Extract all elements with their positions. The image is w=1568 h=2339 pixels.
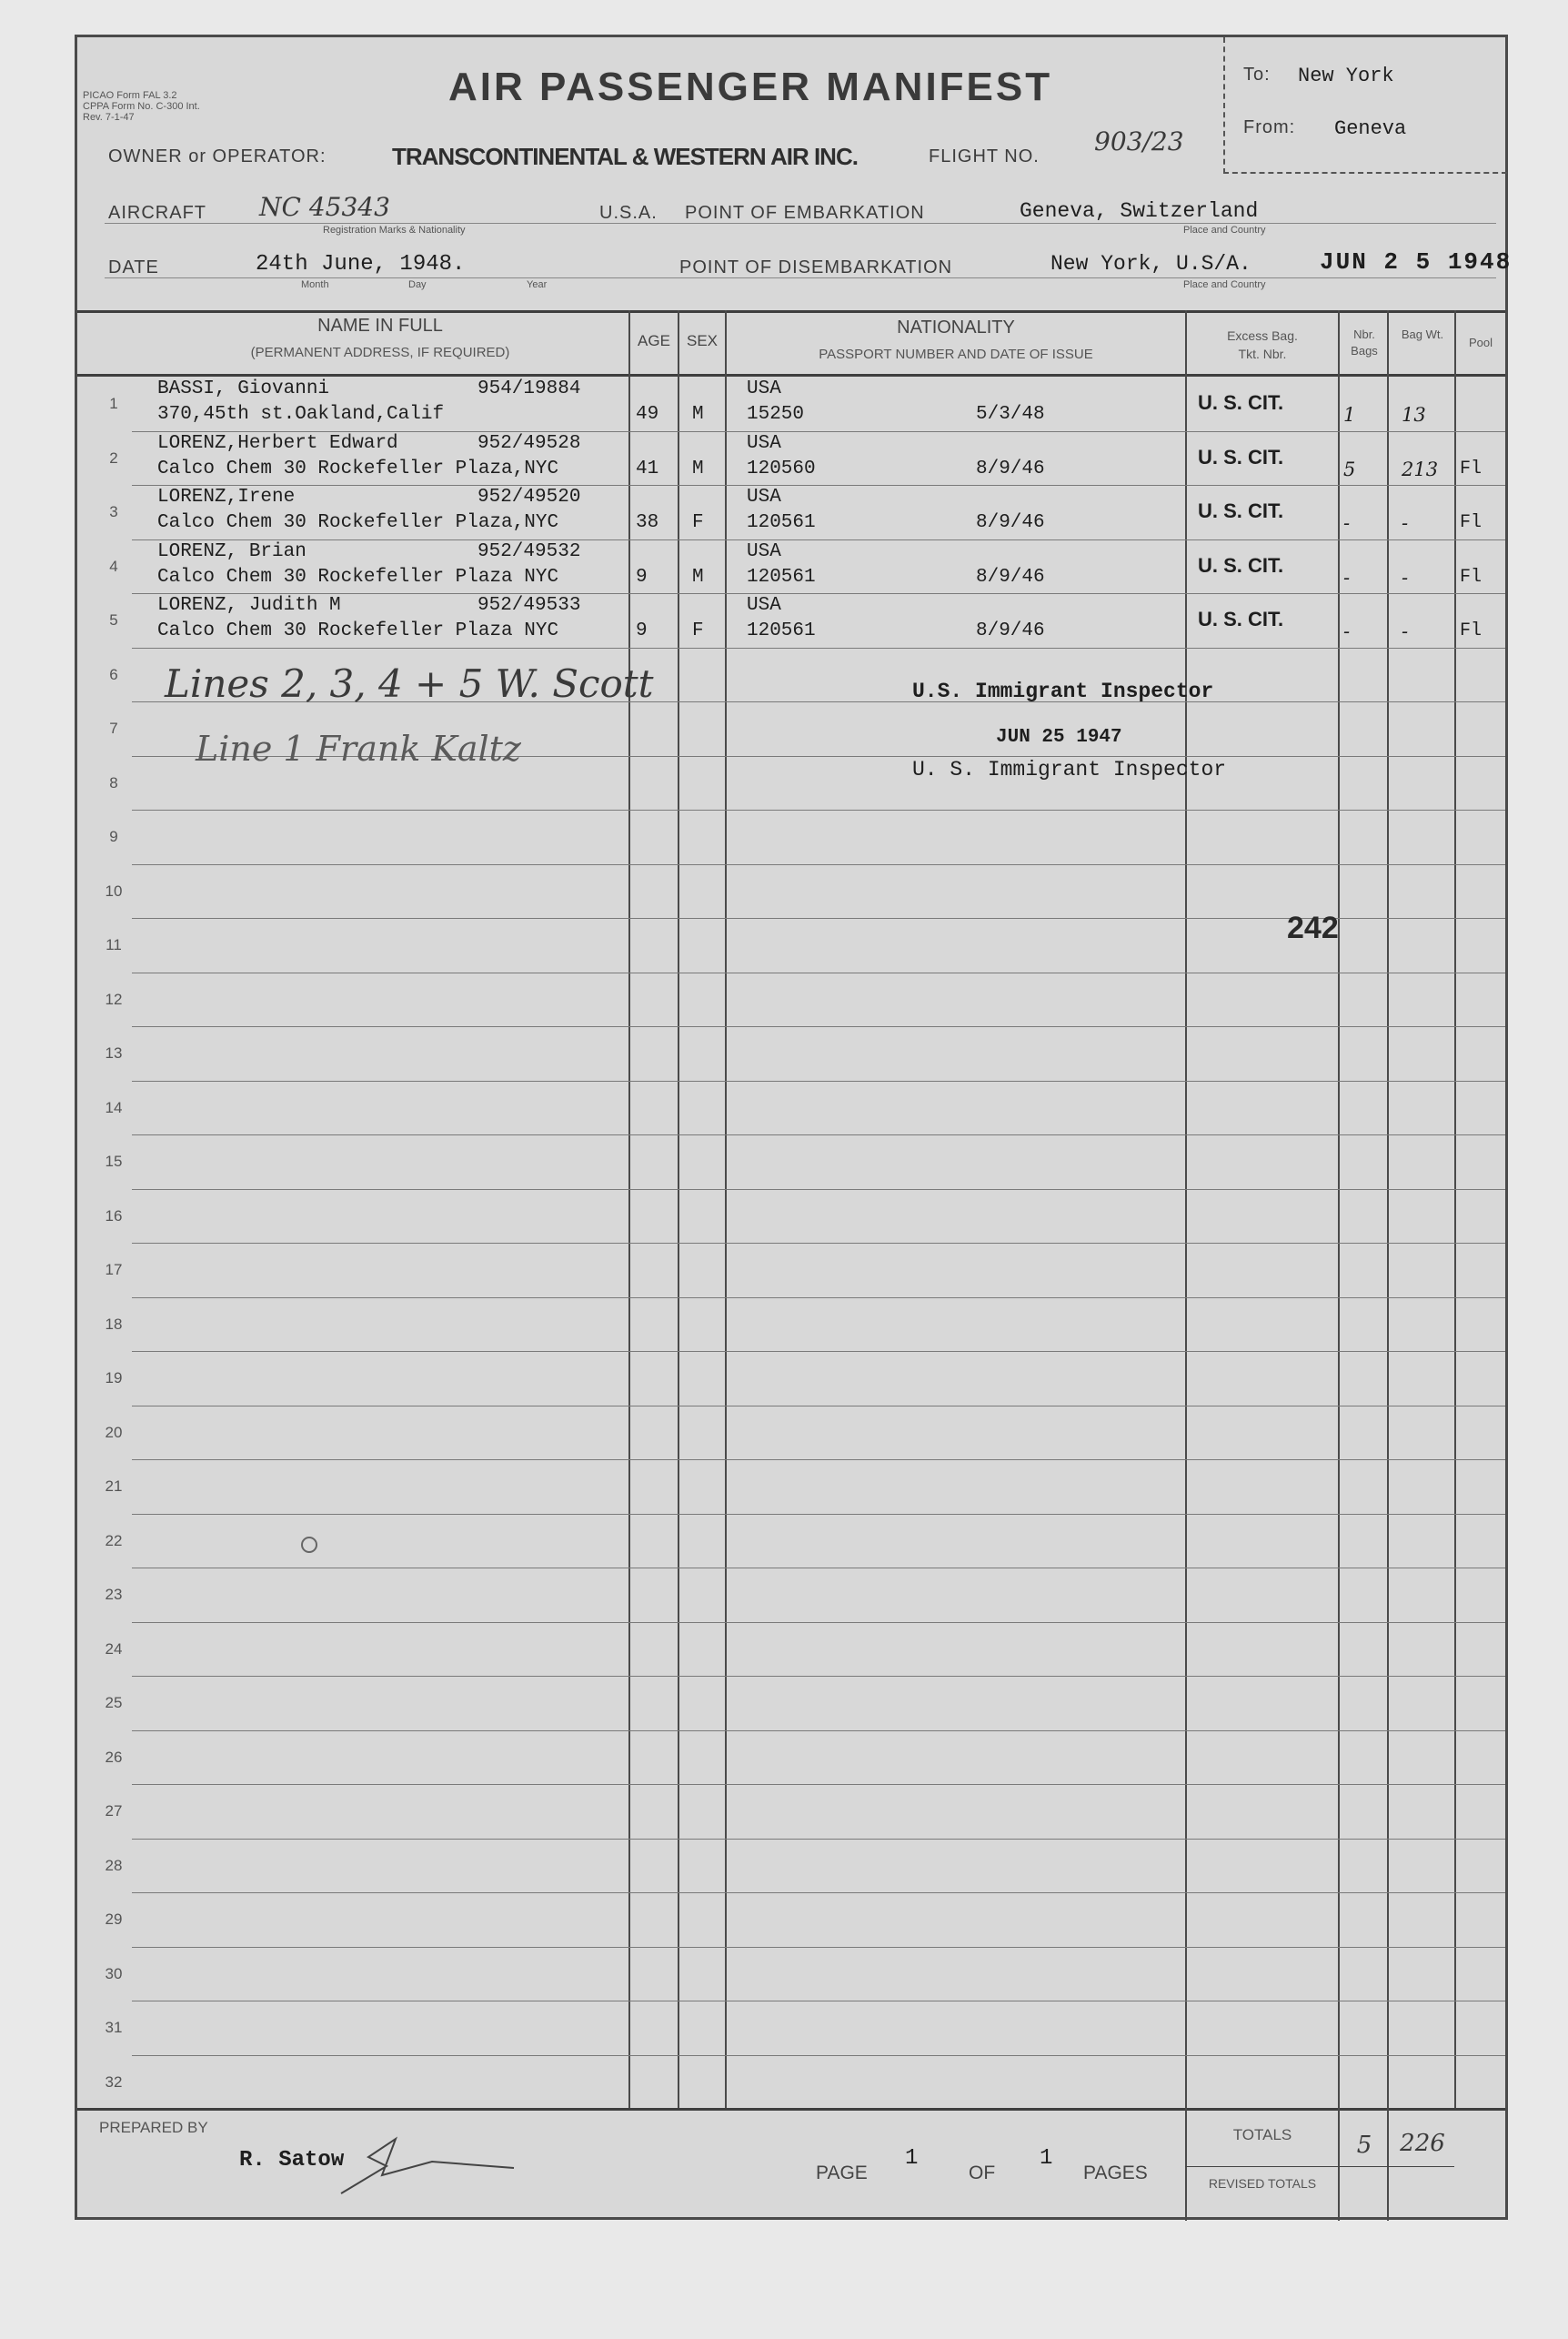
passenger-bags: 1 bbox=[1343, 404, 1356, 426]
revised-totals-label: REVISED TOTALS bbox=[1208, 2176, 1317, 2191]
header-tkt-nbr: Tkt. Nbr. bbox=[1238, 347, 1287, 361]
row-divider bbox=[132, 1730, 1505, 1731]
row-divider bbox=[132, 1947, 1505, 1948]
embark-value: Geneva, Switzerland bbox=[1020, 199, 1259, 223]
header-excess-bag: Excess Bag. bbox=[1227, 328, 1298, 343]
passenger-sex: M bbox=[692, 458, 704, 479]
row-divider bbox=[132, 1081, 1505, 1082]
registration-caption: Registration Marks & Nationality bbox=[323, 225, 466, 236]
passenger-tkt: U. S. CIT. bbox=[1198, 391, 1284, 414]
passenger-age: 38 bbox=[636, 512, 659, 533]
passenger-code: 954/19884 bbox=[477, 378, 581, 399]
totals-label: TOTALS bbox=[1232, 2126, 1292, 2143]
passenger-code: 952/49533 bbox=[477, 595, 581, 616]
row-number: 17 bbox=[105, 1261, 123, 1278]
owner-label: OWNER or OPERATOR: bbox=[108, 146, 327, 166]
page-label: PAGE bbox=[816, 2163, 868, 2183]
inspector-handwriting-row7: Line 1 Frank Kaltz bbox=[196, 729, 521, 769]
owner-value: TRANSCONTINENTAL & WESTERN AIR INC. bbox=[392, 143, 858, 170]
form-code-line: Rev. 7-1-47 bbox=[83, 112, 135, 123]
to-label: To: bbox=[1243, 65, 1271, 85]
place-country-caption: Place and Country bbox=[1183, 225, 1266, 236]
row-number: 20 bbox=[105, 1423, 123, 1441]
passenger-wt: 13 bbox=[1402, 404, 1426, 426]
row-number: 7 bbox=[109, 720, 118, 737]
passenger-address: Calco Chem 30 Rockefeller Plaza,NYC bbox=[157, 458, 559, 479]
row-number: 14 bbox=[105, 1098, 123, 1116]
totals-divider bbox=[1185, 2166, 1454, 2167]
row-number: 32 bbox=[105, 2072, 123, 2091]
aircraft-value: NC 45343 bbox=[259, 192, 390, 222]
row-number: 11 bbox=[106, 936, 122, 953]
row-divider bbox=[132, 1134, 1505, 1135]
row-number: 2 bbox=[109, 449, 118, 467]
to-value: New York bbox=[1298, 65, 1394, 87]
date-label: DATE bbox=[108, 257, 159, 277]
passenger-tkt: U. S. CIT. bbox=[1198, 608, 1284, 630]
total-weight: 226 bbox=[1400, 2130, 1445, 2157]
signature-scrawl bbox=[332, 2121, 532, 2203]
row-divider bbox=[132, 1243, 1505, 1244]
row-number: 16 bbox=[105, 1206, 123, 1225]
row-number: 29 bbox=[105, 1911, 123, 1928]
row-divider bbox=[132, 1622, 1505, 1623]
inspector-label-row6: U.S. Immigrant Inspector bbox=[912, 680, 1214, 703]
col-divider bbox=[1185, 310, 1187, 2221]
passenger-nationality: USA bbox=[747, 540, 781, 562]
passenger-address: Calco Chem 30 Rockefeller Plaza,NYC bbox=[157, 512, 559, 533]
passenger-tkt: U. S. CIT. bbox=[1198, 553, 1284, 577]
row-divider bbox=[132, 1892, 1505, 1893]
date-caption-year: Year bbox=[527, 279, 548, 290]
row-number: 9 bbox=[109, 828, 118, 845]
passenger-issued: 5/3/48 bbox=[976, 404, 1045, 425]
row-divider bbox=[132, 1189, 1505, 1190]
passenger-name: LORENZ,Irene bbox=[157, 487, 296, 508]
row-number: 27 bbox=[105, 1802, 123, 1820]
passenger-code: 952/49532 bbox=[477, 540, 581, 562]
nationality-value: U.S.A. bbox=[599, 203, 658, 223]
passenger-age: 49 bbox=[636, 404, 659, 425]
passenger-code: 952/49520 bbox=[477, 487, 581, 508]
passenger-pool: Fl bbox=[1460, 620, 1483, 641]
of-value: 1 bbox=[1040, 2146, 1053, 2171]
row-number: 10 bbox=[105, 882, 123, 900]
passenger-name: LORENZ,Herbert Edward bbox=[157, 432, 398, 454]
inspector-label-row7: U. S. Immigrant Inspector bbox=[912, 758, 1227, 781]
row-divider bbox=[132, 2055, 1505, 2056]
row-divider bbox=[132, 1026, 1505, 1027]
date-caption-month: Month bbox=[301, 279, 329, 290]
of-label: OF bbox=[969, 2163, 996, 2183]
row-divider bbox=[132, 593, 1505, 594]
header-name-sub: (PERMANENT ADDRESS, IF REQUIRED) bbox=[250, 345, 510, 360]
passenger-passport: 120561 bbox=[747, 566, 816, 588]
passenger-tkt: U. S. CIT. bbox=[1198, 445, 1284, 469]
row-divider bbox=[132, 1459, 1505, 1460]
passenger-name: BASSI, Giovanni bbox=[157, 378, 330, 399]
row-number: 5 bbox=[109, 611, 118, 629]
header-nationality-sub: PASSPORT NUMBER AND DATE OF ISSUE bbox=[819, 347, 1093, 362]
place-country-caption: Place and Country bbox=[1183, 279, 1266, 290]
passenger-nationality: USA bbox=[747, 595, 781, 616]
prepared-value: R. Satow bbox=[239, 2148, 345, 2173]
passenger-pool: Fl bbox=[1460, 566, 1483, 588]
passenger-passport: 120561 bbox=[747, 620, 816, 641]
aircraft-label: AIRCRAFT bbox=[108, 203, 206, 223]
passenger-wt: - bbox=[1402, 512, 1409, 534]
passenger-name: LORENZ, Judith M bbox=[157, 595, 341, 616]
disembark-value: New York, U.S/A. bbox=[1050, 252, 1251, 276]
row-number: 13 bbox=[105, 1044, 123, 1062]
passenger-wt: - bbox=[1402, 620, 1409, 642]
header-name: NAME IN FULL bbox=[317, 316, 443, 336]
row-number: 8 bbox=[109, 773, 118, 791]
page-value: 1 bbox=[905, 2146, 919, 2171]
row-number: 15 bbox=[105, 1153, 123, 1170]
passenger-nationality: USA bbox=[747, 432, 781, 454]
passenger-bags: 5 bbox=[1343, 458, 1356, 480]
passenger-passport: 15250 bbox=[747, 404, 805, 425]
page-note-number: 242 bbox=[1287, 911, 1339, 945]
passenger-sex: F bbox=[692, 620, 704, 641]
passenger-bags: - bbox=[1343, 512, 1351, 534]
passenger-sex: M bbox=[692, 404, 704, 425]
row-number: 21 bbox=[105, 1477, 123, 1495]
header-sex: SEX bbox=[686, 332, 719, 349]
row-divider bbox=[132, 864, 1505, 865]
row-divider bbox=[132, 1784, 1505, 1785]
flight-value: 903/23 bbox=[1094, 126, 1184, 156]
form-code-line: CPPA Form No. C-300 Int. bbox=[83, 101, 200, 112]
to-from-box bbox=[1223, 37, 1507, 174]
passenger-passport: 120561 bbox=[747, 512, 816, 533]
form-code-line: PICAO Form FAL 3.2 bbox=[83, 90, 177, 101]
row-divider bbox=[132, 648, 1505, 649]
passenger-name: LORENZ, Brian bbox=[157, 540, 307, 562]
row-divider bbox=[132, 1676, 1505, 1677]
embark-label: POINT OF EMBARKATION bbox=[685, 203, 925, 223]
row-divider bbox=[132, 539, 1505, 540]
header-nbr-bags: Nbr. Bags bbox=[1351, 328, 1378, 358]
row-divider bbox=[132, 1839, 1505, 1840]
passenger-age: 41 bbox=[636, 458, 659, 479]
inspector-stamp-row7: JUN 25 1947 bbox=[996, 727, 1122, 748]
form-code bbox=[83, 90, 200, 123]
row-divider bbox=[132, 1514, 1505, 1515]
pages-label: PAGES bbox=[1083, 2163, 1148, 2183]
passenger-issued: 8/9/46 bbox=[976, 566, 1045, 588]
row-number: 26 bbox=[105, 1748, 123, 1766]
passenger-wt: - bbox=[1402, 566, 1409, 589]
inspector-handwriting-row6: Lines 2, 3, 4 + 5 W. Scott bbox=[165, 661, 654, 706]
row-number: 1 bbox=[109, 395, 118, 412]
passenger-issued: 8/9/46 bbox=[976, 620, 1045, 641]
passenger-pool: Fl bbox=[1460, 458, 1483, 479]
passenger-wt: 213 bbox=[1402, 458, 1439, 480]
date-stamp: JUN 2 5 1948 bbox=[1320, 248, 1513, 276]
total-bags: 5 bbox=[1356, 2132, 1372, 2159]
row-number: 6 bbox=[109, 665, 118, 683]
flight-label: FLIGHT NO. bbox=[929, 146, 1040, 166]
row-divider bbox=[132, 485, 1505, 486]
table-bottom-border bbox=[77, 2108, 1505, 2111]
row-number: 23 bbox=[105, 1586, 123, 1603]
passenger-age: 9 bbox=[636, 620, 648, 641]
passenger-passport: 120560 bbox=[747, 458, 816, 479]
header-nationality: NATIONALITY bbox=[897, 318, 1015, 338]
passenger-sex: M bbox=[692, 566, 704, 588]
manifest-sheet bbox=[75, 35, 1513, 2220]
row-number: 4 bbox=[109, 557, 118, 575]
punch-mark bbox=[301, 1537, 317, 1553]
header-age: AGE bbox=[638, 332, 670, 349]
table-header-border bbox=[77, 374, 1505, 377]
header-bag-wt: Bag Wt. bbox=[1401, 328, 1444, 341]
row-number: 18 bbox=[105, 1315, 123, 1333]
row-number: 24 bbox=[105, 1639, 123, 1658]
passenger-address: Calco Chem 30 Rockefeller Plaza NYC bbox=[157, 620, 559, 641]
passenger-nationality: USA bbox=[747, 378, 781, 399]
col-divider bbox=[1387, 310, 1389, 2221]
row-divider bbox=[132, 1351, 1505, 1352]
row-number: 19 bbox=[105, 1369, 123, 1386]
disembark-label: POINT OF DISEMBARKATION bbox=[679, 257, 953, 277]
passenger-tkt: U. S. CIT. bbox=[1198, 499, 1284, 522]
passenger-bags: - bbox=[1343, 620, 1351, 642]
row-number: 12 bbox=[105, 990, 123, 1008]
passenger-code: 952/49528 bbox=[477, 432, 581, 454]
col-divider bbox=[1338, 310, 1340, 2221]
page-title: AIR PASSENGER MANIFEST bbox=[448, 65, 1053, 109]
passenger-issued: 8/9/46 bbox=[976, 512, 1045, 533]
header-pool: Pool bbox=[1468, 336, 1493, 349]
row-number: 30 bbox=[105, 1964, 123, 1982]
row-number: 28 bbox=[105, 1856, 123, 1874]
row-number: 31 bbox=[105, 2019, 123, 2036]
passenger-age: 9 bbox=[636, 566, 648, 588]
row-divider bbox=[132, 810, 1505, 811]
from-label: From: bbox=[1243, 117, 1296, 137]
passenger-address: Calco Chem 30 Rockefeller Plaza NYC bbox=[157, 566, 559, 588]
from-value: Geneva bbox=[1334, 117, 1407, 140]
passenger-address: 370,45th st.Oakland,Calif bbox=[157, 404, 445, 425]
passenger-sex: F bbox=[692, 512, 704, 533]
row-number: 22 bbox=[105, 1531, 123, 1549]
row-divider bbox=[132, 431, 1505, 432]
prepared-label: PREPARED BY bbox=[99, 2119, 208, 2136]
row-number: 25 bbox=[105, 1694, 123, 1711]
passenger-pool: Fl bbox=[1460, 512, 1483, 533]
date-value: 24th June, 1948. bbox=[256, 252, 466, 277]
passenger-nationality: USA bbox=[747, 487, 781, 508]
row-divider bbox=[132, 1297, 1505, 1298]
passenger-issued: 8/9/46 bbox=[976, 458, 1045, 479]
passenger-bags: - bbox=[1343, 566, 1351, 589]
table-top-border bbox=[77, 310, 1505, 313]
date-caption-day: Day bbox=[408, 279, 427, 290]
row-number: 3 bbox=[109, 503, 118, 520]
